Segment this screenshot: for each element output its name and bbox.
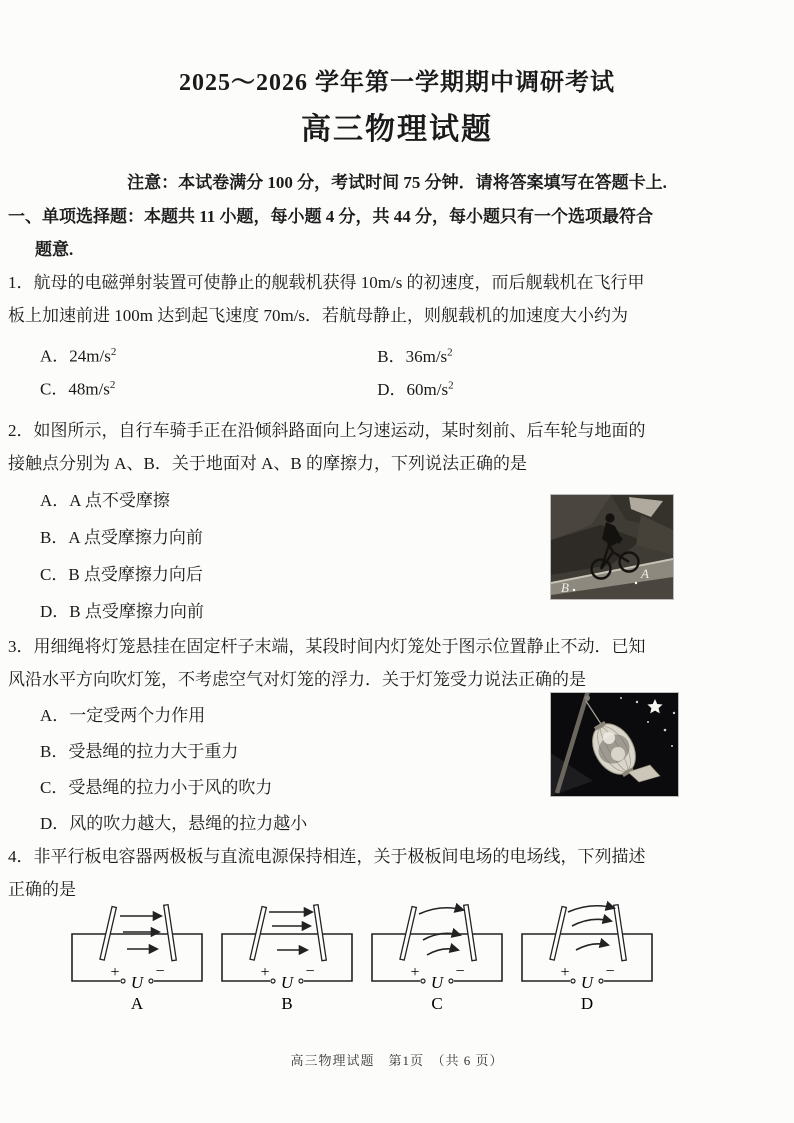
field-lines-straight-denser-top <box>269 912 312 950</box>
q1-text-line1: 1．航母的电磁弹射装置可使静止的舰载机获得 10m/s 的初速度，而后舰载机在飞行甲 <box>8 273 645 292</box>
contact-point-a <box>635 582 637 584</box>
section-header-line2: 题意. <box>35 240 74 259</box>
capacitor-diagram-c <box>362 896 512 1014</box>
lantern-highlight <box>611 747 625 761</box>
page-footer: 高三物理试题 第1页 （共 6 页） <box>290 1053 504 1068</box>
q3-option-c: C．受悬绳的拉力小于风的吹力 <box>40 778 273 797</box>
terminal <box>571 979 575 983</box>
q2-option-a: A．A 点不受摩擦 <box>40 491 170 510</box>
q1-option-c: C．$48m/s^2$ <box>40 379 116 399</box>
plate-right <box>614 905 627 961</box>
terminal <box>121 979 125 983</box>
field-lines-curved-denser-top <box>568 906 614 950</box>
capacitor-diagram-b <box>212 896 362 1014</box>
lantern-highlight <box>603 732 615 744</box>
minus-sign: − <box>455 963 465 980</box>
voltage-label: U <box>580 973 594 992</box>
diagram-label-c: C <box>431 994 443 1013</box>
q1-options-row1 <box>8 336 790 369</box>
capacitor-diagram-d <box>512 896 662 1014</box>
plus-sign: + <box>260 964 270 981</box>
q3-option-a: A．一定受两个力作用 <box>40 706 206 725</box>
q2-text-line2: 接触点分别为 A、B．关于地面对 A、B 的摩擦力，下列说法正确的是 <box>8 454 527 473</box>
minus-sign: − <box>155 963 165 980</box>
q3-text-line2: 风沿水平方向吹灯笼，不考虑空气对灯笼的浮力．关于灯笼受力说法正确的是 <box>8 670 586 689</box>
q4-diagram-row <box>62 896 662 1014</box>
q2-option-d: D．B 点受摩擦力向前 <box>40 602 204 621</box>
cyclist-photo <box>550 494 674 600</box>
pole-knob <box>584 695 590 701</box>
terminal <box>421 979 425 983</box>
exam-notice: 注意：本试卷满分 100 分，考试时间 75 分钟．请将答案填写在答题卡上. <box>127 173 667 192</box>
plus-sign: + <box>410 964 420 981</box>
terminal <box>449 979 453 983</box>
q2-option-c: C．B 点受摩擦力向后 <box>40 565 203 584</box>
minus-sign: − <box>605 963 615 980</box>
photo-label-b: B <box>561 580 569 595</box>
q1-option-d: D．$60m/s^2$ <box>377 379 454 399</box>
field-lines-curved-denser-bottom <box>419 908 463 955</box>
q1-options-row2 <box>8 369 790 402</box>
voltage-label: U <box>430 973 444 992</box>
capacitor-diagram-a <box>62 896 212 1014</box>
q3-option-d: D．风的吹力越大，悬绳的拉力越小 <box>40 814 308 833</box>
contact-point-b <box>573 589 575 591</box>
q4-text-line1: 4．非平行板电容器两极板与直流电源保持相连，关于极板间电场的电场线，下列描述 <box>8 847 646 866</box>
exam-title: 2025～2026 学年第一学期期中调研考试 <box>179 70 615 96</box>
plate-right <box>464 905 477 961</box>
plate-right <box>164 905 177 961</box>
q2-option-b: B．A 点受摩擦力向前 <box>40 528 203 547</box>
voltage-label: U <box>280 973 294 992</box>
section-header-line1: 一、单项选择题：本题共 11 小题，每小题 4 分，共 44 分，每小题只有一个选项最符合 <box>8 207 654 226</box>
terminal <box>599 979 603 983</box>
q2-text-line1: 2．如图所示，自行车骑手正在沿倾斜路面向上匀速运动，某时刻前、后车轮与地面的 <box>8 421 646 440</box>
field-lines-straight-even <box>120 916 161 949</box>
q1-option-a: A．$24m/s^2$ <box>40 346 117 366</box>
terminal <box>149 979 153 983</box>
photo-label-a: A <box>641 566 649 581</box>
q1-option-b: B．$36m/s^2$ <box>377 346 453 366</box>
plate-right <box>314 905 327 961</box>
q1-text-line2: 板上加速前进 100m 达到起飞速度 70m/s．若航母静止，则舰载机的加速度大小约为 <box>8 306 629 325</box>
plus-sign: + <box>560 964 570 981</box>
terminal <box>299 979 303 983</box>
q3-text-line1: 3．用细绳将灯笼悬挂在固定杆子末端，某段时间内灯笼处于图示位置静止不动．已知 <box>8 637 646 656</box>
q4-text-line2: 正确的是 <box>8 880 76 899</box>
plus-sign: + <box>110 964 120 981</box>
lantern-photo <box>550 692 679 797</box>
terminal <box>271 979 275 983</box>
exam-subtitle: 高三物理试题 <box>301 113 493 146</box>
q3-option-b: B．受悬绳的拉力大于重力 <box>40 742 239 761</box>
diagram-label-d: D <box>580 994 594 1013</box>
diagram-label-b: B <box>281 994 293 1013</box>
minus-sign: − <box>305 963 315 980</box>
voltage-label: U <box>130 973 144 992</box>
diagram-label-a: A <box>130 994 144 1013</box>
